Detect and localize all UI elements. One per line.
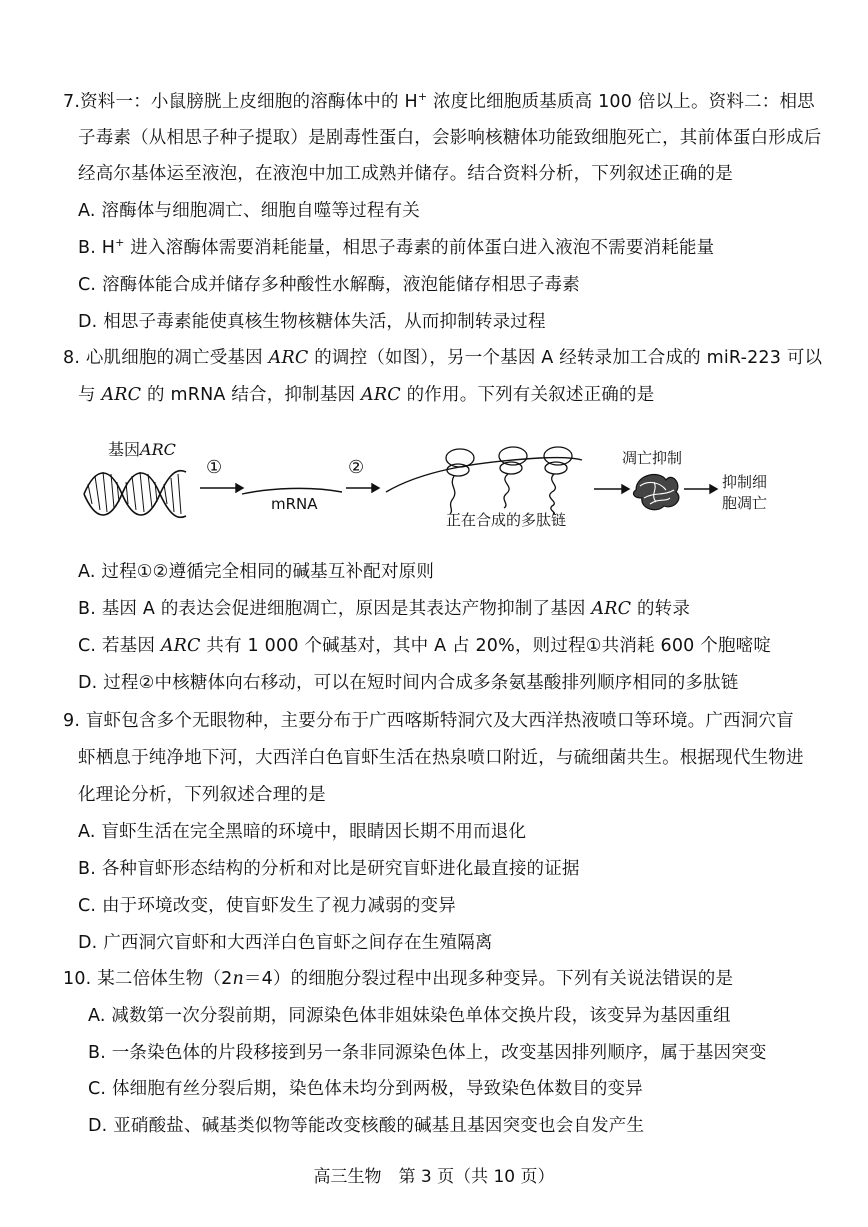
q8-option-c: [78, 634, 771, 658]
page-footer: 高三生物 第 3 页（共 10 页）: [313, 1167, 555, 1187]
q10-option-b: B. 一条染色体的片段移接到另一条非同源染色体上，改变基因排列顺序，属于基因突变: [88, 1043, 767, 1063]
peptide-label: 正在合成的多肽链: [446, 511, 567, 529]
q7-option-b-text: B. H: [78, 238, 116, 258]
q8-option-a: A. 过程①②遵循完全相同的碱基互补配对原则: [78, 562, 435, 582]
gene-arc: ARC: [591, 599, 632, 619]
q8-line-2: [78, 383, 654, 407]
q9-option-c: C. 由于环境改变，使盲虾发生了视力减弱的变异: [78, 896, 456, 916]
q9-option-a: A. 盲虾生活在完全黑暗的环境中，眼睛因长期不用而退化: [78, 822, 527, 842]
q7-number: 7.: [63, 92, 81, 112]
q7-text: 资料一：小鼠膀胱上皮细胞的溶酶体中的 H: [80, 92, 418, 112]
superscript: +: [417, 90, 428, 104]
gene-arc: ARC: [268, 348, 309, 368]
q10-option-a: A. 减数第一次分裂前期，同源染色体非姐妹染色单体交换片段，该变异为基因重组: [88, 1006, 731, 1026]
arrow-right-icon: [346, 484, 379, 492]
q8-option-b-text: 的转录: [631, 599, 691, 619]
gene-arc: ARC: [160, 636, 201, 656]
q8-text: 的调控（如图），另一个基因 A 经转录加工合成的 miR-223 可以: [308, 348, 823, 368]
arrow-right-icon: [684, 485, 717, 493]
q9-line-3: 化理论分析，下列叙述合理的是: [78, 785, 326, 805]
q8-option-d: D. 过程②中核糖体向右移动，可以在短时间内合成多条氨基酸排列顺序相同的多肽链: [78, 673, 739, 693]
q8-option-c-text: C. 若基因: [78, 636, 161, 656]
q7-line-3: 经高尔基体运至液泡，在液泡中加工成熟并储存。结合资料分析，下列叙述正确的是: [78, 164, 733, 184]
q8-line-1: [63, 346, 822, 370]
q9-line-2: 虾栖息于纯净地下河，大西洋白色盲虾生活在热泉喷口附近，与硫细菌共生。根据现代生物进: [78, 748, 804, 768]
q8-text: 与: [78, 385, 102, 405]
q8-text: 8. 心肌细胞的凋亡受基因: [63, 348, 269, 368]
variable-n: n: [232, 969, 244, 989]
gene-expression-diagram: [70, 432, 830, 542]
arrow-right-icon: [200, 484, 243, 492]
result-label-line-2: 胞凋亡: [722, 494, 768, 512]
q10-option-c: C. 体细胞有丝分裂后期，染色体未均分到两极，导致染色体数目的变异: [88, 1079, 643, 1099]
superscript: +: [115, 236, 125, 250]
q10-option-d: D. 亚硝酸盐、碱基类似物等能改变核酸的碱基且基因突变也会自发产生: [88, 1116, 645, 1136]
apoptosis-inhibit-label: 凋亡抑制: [622, 449, 683, 467]
gene-arc: ARC: [101, 385, 142, 405]
ribosome-icon: [446, 449, 474, 514]
diagram-graphics: [70, 432, 830, 542]
q7-option-c: C. 溶酶体能合成并储存多种酸性水解酶，液泡能储存相思子毒素: [78, 275, 580, 295]
q8-text: 的 mRNA 结合，抑制基因: [141, 385, 362, 405]
mrna-strand-icon: [242, 488, 342, 494]
q9-line-1: 9. 盲虾包含多个无眼物种，主要分布于广西喀斯特洞穴及大西洋热液喷口等环境。广西洞穴盲: [63, 711, 794, 731]
step-2-label: ②: [348, 457, 365, 478]
q8-option-b: [78, 597, 690, 621]
q7-line-1: [63, 90, 815, 114]
q9-option-b: B. 各种盲虾形态结构的分析和对比是研究盲虾进化最直接的证据: [78, 859, 580, 879]
gene-label-name: ARC: [140, 440, 176, 459]
q7-option-b: [78, 236, 714, 260]
q7-option-a: A. 溶酶体与细胞凋亡、细胞自噬等过程有关: [78, 201, 420, 221]
gene-label-text: 基因: [108, 440, 141, 459]
q7-option-d: D. 相思子毒素能使真核生物核糖体失活，从而抑制转录过程: [78, 312, 546, 332]
dna-helix-icon: [84, 471, 186, 518]
q10-text: 10. 某二倍体生物（2: [63, 969, 233, 989]
gene-arc: ARC: [361, 385, 401, 405]
q10-text: ＝4）的细胞分裂过程中出现多种变异。下列有关说法错误的是: [243, 969, 734, 989]
ribosome-icon: [499, 447, 527, 508]
q8-text: 的作用。下列有关叙述正确的是: [400, 385, 655, 405]
q7-text: 浓度比细胞质基质高 100 倍以上。资料二：相思: [427, 92, 815, 112]
q7-option-b-text: 进入溶酶体需要消耗能量，相思子毒素的前体蛋白进入液泡不需要消耗能量: [124, 238, 715, 258]
q8-option-b-text: B. 基因 A 的表达会促进细胞凋亡，原因是其表达产物抑制了基因: [78, 599, 592, 619]
mrna-label: mRNA: [271, 495, 318, 513]
protein-icon: [634, 475, 679, 510]
arrow-right-icon: [594, 485, 629, 493]
q8-option-c-text: 共有 1 000 个碱基对，其中 A 占 20%，则过程①共消耗 600 个胞嘧啶: [200, 636, 772, 656]
q10-line-1: [63, 967, 733, 991]
q7-line-2: 子毒素（从相思子种子提取）是剧毒性蛋白，会影响核糖体功能致细胞死亡，其前体蛋白形成后: [78, 128, 822, 148]
q9-option-d: D. 广西洞穴盲虾和大西洋白色盲虾之间存在生殖隔离: [78, 933, 493, 953]
result-label-line-1: 抑制细: [722, 473, 768, 491]
step-1-label: ①: [206, 457, 223, 478]
